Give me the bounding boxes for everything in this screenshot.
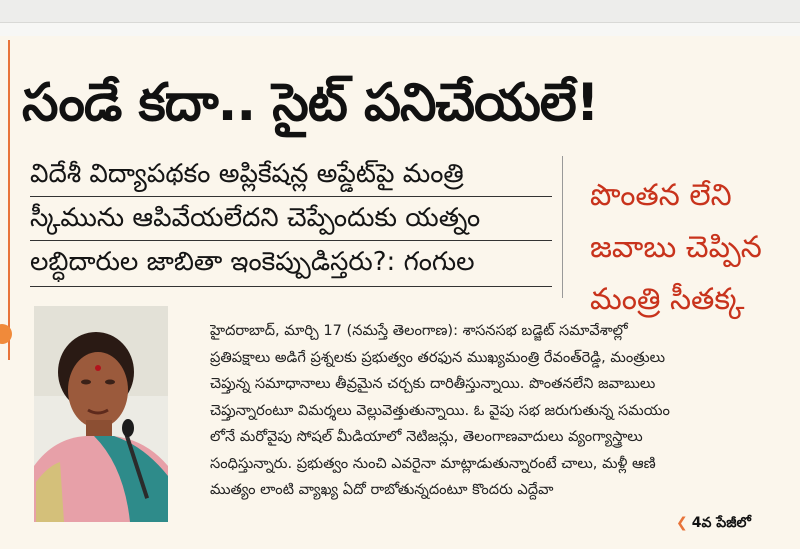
subhead-divider (30, 196, 552, 197)
article-line: ప్రతిపక్షాలు అడిగే ప్రశ్నలకు ప్రభుత్వం తరఫున ముఖ్యమంత్రి రేవంత్‌రెడ్డి, మంత్రులు (210, 348, 666, 366)
article-line: లోనే మరోవైపు సోషల్ మీడియాలో నెటిజన్లు, తెలంగాణవాదులు వ్యంగ్యాస్త్రాలు (210, 428, 643, 445)
subhead-1: విదేశీ విద్యాపథకం అప్లికేషన్ల అప్డేట్‌పై మంత్రి (30, 159, 464, 189)
headline: సండే కదా.. సైట్ పనిచేయలే! (22, 73, 599, 133)
article-line: చెప్తున్నారంటూ విమర్శలు వెల్లువెత్తుతున్నాయి. ఓ వైపు సభ జరుగుతున్న సమయం (210, 401, 670, 419)
continue-arrow-icon: ❮ (676, 515, 688, 531)
subhead-3: లబ్ధిదారుల జాబితా ఇంకెప్పుడిస్తరు?: గంగుల (30, 247, 475, 277)
article-body (210, 318, 790, 504)
article-line: చెప్తున్న సమాధానాలు తీవ్రమైన చర్చకు దారితీస్తున్నాయి. పొంతనలేని జవాబులు (210, 375, 656, 392)
continued-on-page (676, 510, 796, 536)
article-line: హైదరాబాద్, మార్చి 17 (నమస్తే తెలంగాణ): శాసనసభ బడ్జెట్ సమావేశాల్లో (210, 322, 628, 339)
sidebar-line-3: మంత్రి సీతక్క (590, 282, 745, 317)
subhead-divider (30, 240, 552, 241)
subhead-divider (30, 286, 552, 287)
article-line: ముత్యం లాంటి వ్యాఖ్య ఏదో రాబోతున్నదంటూ కొందరు ఎద్దేవా (210, 481, 554, 498)
sidebar-line-1: పొంతన లేని (590, 178, 732, 213)
subhead-2: స్కీమును ఆపివేయలేదని చెప్పేందుకు యత్నం (30, 203, 481, 233)
top-band (0, 0, 800, 23)
portrait-image (34, 306, 168, 522)
sidebar-divider (562, 156, 563, 298)
continued-label: 4వ పేజీలో (691, 515, 751, 531)
newspaper-page (0, 36, 800, 549)
left-margin-rule (8, 40, 10, 360)
margin-bullet-dot (0, 324, 12, 344)
minister-photo (34, 306, 168, 522)
sidebar-line-2: జవాబు చెప్పిన (590, 230, 762, 265)
article-line: సంధిస్తున్నారు. ప్రభుత్వం నుంచి ఎవరైనా మాట్లాడుతున్నారంటే చాలు, మళ్లీ ఆణి (210, 454, 656, 472)
